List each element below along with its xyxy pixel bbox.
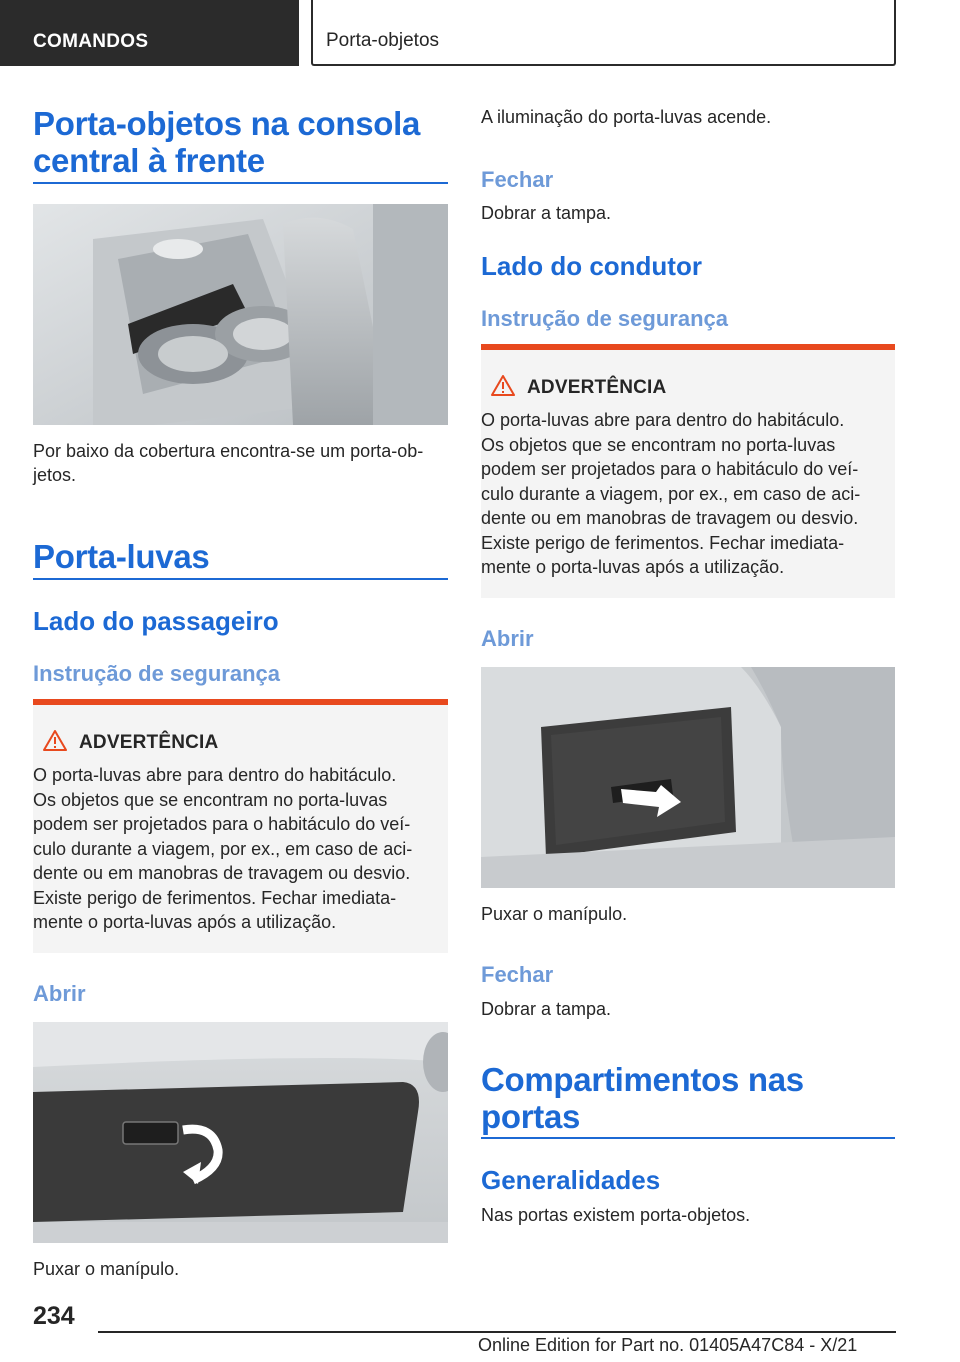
- heading-line: central à frente: [33, 142, 265, 179]
- heading-general: Generalidades: [481, 1165, 661, 1195]
- warning-line: O porta-luvas abre para dentro do habitáculo.: [33, 765, 397, 785]
- footer-rule: [98, 1331, 896, 1333]
- heading-line: Porta-objetos na consola: [33, 105, 421, 142]
- heading-line: Compartimentos nas: [481, 1061, 804, 1098]
- heading-close: Fechar: [481, 167, 554, 192]
- warning-text: [33, 763, 448, 935]
- warning-title: ADVERTÊNCIA: [79, 732, 219, 753]
- warning-line: culo durante a viagem, por ex., em caso de aci‐: [481, 483, 861, 504]
- pull-handle-caption: Puxar o manípulo.: [481, 904, 628, 924]
- heading-door-compartments: [481, 1061, 895, 1135]
- driver-glovebox-image: [481, 667, 895, 888]
- heading-driver-side: Lado do condutor: [481, 251, 702, 281]
- warning-line: podem ser projetados para o habitáculo do veí‐: [481, 459, 859, 479]
- warning-line: mente o porta-luvas após a utilização.: [481, 557, 785, 577]
- warning-box: [481, 344, 895, 598]
- general-text: Nas portas existem porta-objetos.: [481, 1205, 751, 1225]
- heading-rule: [33, 578, 448, 580]
- heading-safety-instruction: Instrução de segurança: [481, 306, 728, 331]
- warning-box: [33, 699, 448, 953]
- warning-line: Os objetos que se encontram no porta-luvas: [481, 434, 836, 455]
- warning-line: O porta-luvas abre para dentro do habitáculo.: [481, 410, 845, 430]
- warning-line: Os objetos que se encontram no porta-luvas: [33, 789, 388, 810]
- warning-line: Existe perigo de ferimentos. Fechar imediata‐: [33, 887, 397, 908]
- pull-handle-caption: Puxar o manípulo.: [33, 1259, 180, 1279]
- page-number: 234: [33, 1302, 75, 1330]
- warning-title: ADVERTÊNCIA: [527, 377, 667, 398]
- close-text: Dobrar a tampa.: [481, 999, 612, 1019]
- heading-open: Abrir: [481, 626, 534, 651]
- center-console-image: [33, 204, 448, 425]
- warning-line: dente ou em manobras de travagem ou desvio.: [481, 508, 859, 528]
- heading-glovebox: Porta-luvas: [33, 538, 210, 575]
- chapter-title: COMANDOS: [33, 31, 149, 52]
- passenger-glovebox-image: [33, 1022, 448, 1243]
- warning-line: culo durante a viagem, por ex., em caso de aci‐: [33, 838, 413, 859]
- chapter-tab: [0, 0, 299, 66]
- heading-rule: [33, 182, 448, 184]
- section-tab: [311, 0, 896, 66]
- heading-safety-instruction: Instrução de segurança: [33, 661, 280, 686]
- heading-console-storage: [33, 105, 448, 179]
- heading-passenger-side: Lado do passageiro: [33, 606, 279, 636]
- caption-line: Por baixo da cobertura encontra-se um porta-ob‐: [33, 441, 424, 461]
- edition-text: Online Edition for Part no. 01405A47C84 - X/21: [478, 1335, 858, 1355]
- heading-open: Abrir: [33, 981, 86, 1006]
- warning-line: dente ou em manobras de travagem ou desvio.: [33, 863, 411, 883]
- light-text: A iluminação do porta-luvas acende.: [481, 107, 772, 127]
- heading-close: Fechar: [481, 962, 554, 987]
- close-text: Dobrar a tampa.: [481, 203, 612, 223]
- warning-triangle-icon: [43, 729, 67, 753]
- warning-line: mente o porta-luvas após a utilização.: [33, 912, 337, 932]
- heading-rule: [481, 1137, 895, 1139]
- heading-line: portas: [481, 1098, 581, 1135]
- console-caption: [33, 439, 448, 487]
- warning-triangle-icon: [491, 374, 515, 398]
- warning-line: Existe perigo de ferimentos. Fechar imediata‐: [481, 532, 845, 553]
- warning-text: [481, 408, 895, 580]
- warning-line: podem ser projetados para o habitáculo do veí‐: [33, 814, 411, 834]
- caption-line: jetos.: [33, 465, 77, 485]
- section-title: Porta-objetos: [326, 30, 440, 51]
